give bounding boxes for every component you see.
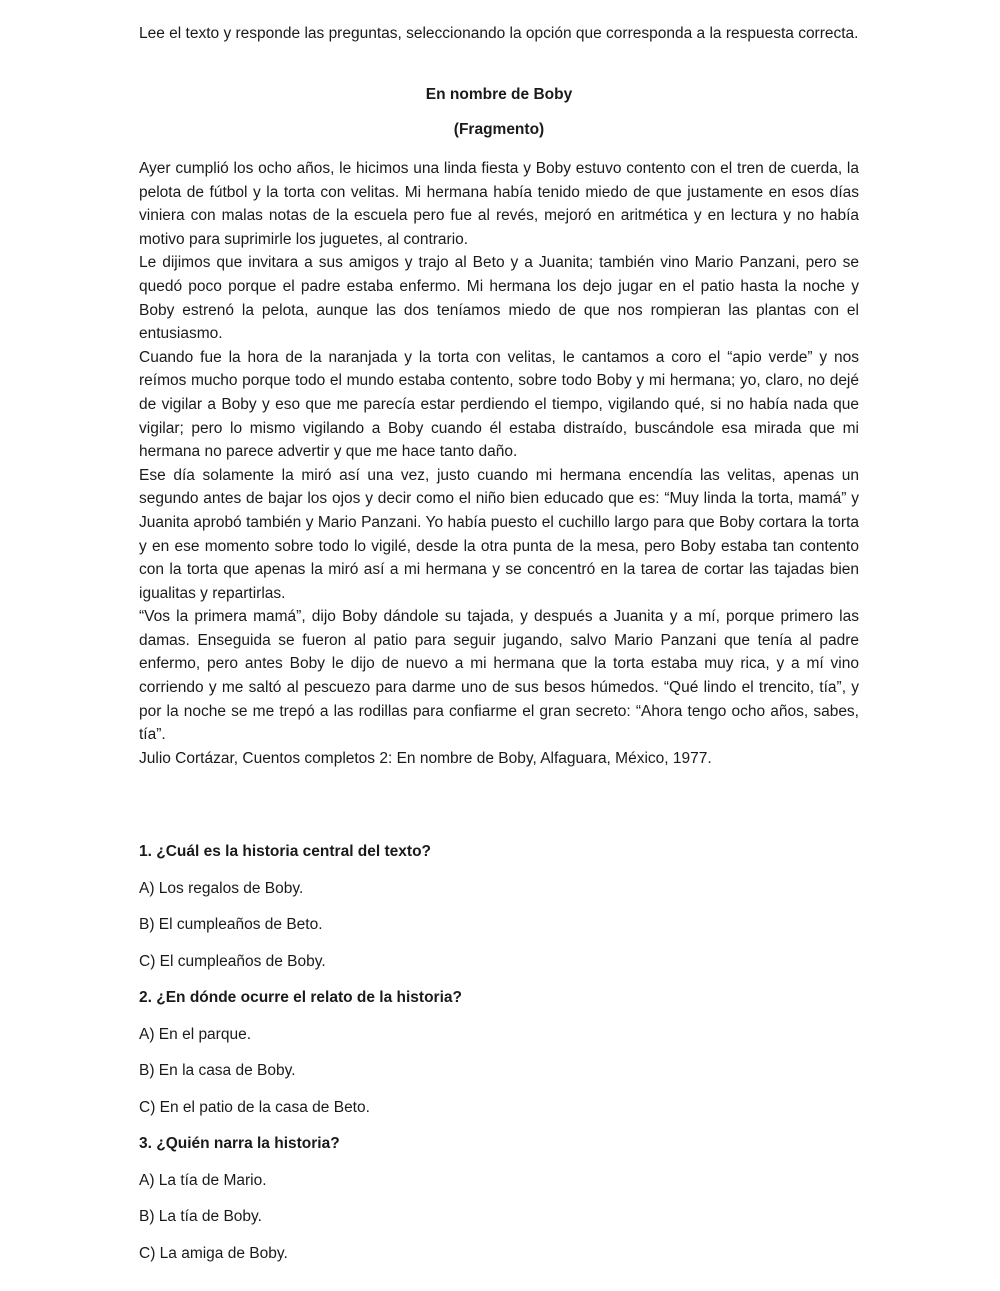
answer-option[interactable]: B) La tía de Boby. — [139, 1208, 262, 1225]
story-paragraph: Ayer cumplió los ocho años, le hicimos una linda fiesta y Boby estuvo contento con el tren de cuerda, la pelota de fútbol y la torta con velitas. Mi hermana había tenido miedo de que justamente en esos días viniera con malas notas de la escuela pero fue al revés, mejoró en aritmética y en lectura y no había motivo para suprimirle los juguetes, al contrario. — [139, 160, 859, 248]
answer-option[interactable]: C) El cumpleaños de Boby. — [139, 952, 326, 970]
instructions-text: Lee el texto y responde las preguntas, seleccionando la opción que corresponda a la respuesta correcta. — [139, 25, 859, 42]
answer-option[interactable]: A) En el parque. — [139, 1025, 252, 1043]
question-prompt: 2. ¿En dónde ocurre el relato de la historia? — [139, 989, 462, 1006]
answer-option[interactable]: A) Los regalos de Boby. — [139, 879, 304, 897]
story-body — [139, 157, 859, 770]
story-subtitle: (Fragmento) — [453, 121, 545, 138]
citation: Julio Cortázar, Cuentos completos 2: En nombre de Boby, Alfaguara, México, 1977. — [139, 749, 712, 767]
answer-option[interactable]: A) La tía de Mario. — [139, 1171, 267, 1189]
answer-option[interactable]: B) El cumpleaños de Beto. — [139, 916, 323, 933]
answer-option[interactable]: C) La amiga de Boby. — [139, 1244, 288, 1262]
story-title: En nombre de Boby — [425, 86, 573, 103]
story-paragraph: Ese día solamente la miró así una vez, justo cuando mi hermana encendía las velitas, apenas un segundo antes de bajar los ojos y decir como el niño bien educado que es: “Muy linda la torta, mamá” y Juanita aprobó también y Mario Panzani. Yo había puesto el cuchillo largo para que Boby cortara la torta y en ese momento sobre todo lo vigilé, desde la otra punta de la mesa, pero Boby estaba tan contento con la torta que apenas la miró así a mi hermana y se concentró en la tarea de cortar las tajadas bien igualitas y repartirlas. — [139, 466, 859, 602]
worksheet-page — [139, 22, 859, 1262]
answer-option[interactable]: C) En el patio de la casa de Beto. — [139, 1098, 370, 1116]
story-paragraph: Cuando fue la hora de la naranjada y la torta con velitas, le cantamos a coro el “apio verde” y nos reímos mucho porque todo el mundo estaba contento, sobre todo Boby y mi hermana; yo, claro, no dejé de vigilar a Boby y eso que me parecía estar perdiendo el tiempo, vigilando qué, si no había nada que vigilar; pero lo mismo vigilando a Boby cuando él estaba distraído, buscándole esa mirada que mi hermana no parece advertir y que me hace tanto daño. — [139, 348, 859, 461]
question-prompt: 1. ¿Cuál es la historia central del texto? — [139, 843, 432, 860]
question-block — [139, 840, 859, 973]
question-block — [139, 986, 859, 1119]
story-paragraph: “Vos la primera mamá”, dijo Boby dándole su tajada, y después a Juanita y a mí, porque primero las damas. Enseguida se fueron al patio para seguir jugando, salvo Mario Panzani que tenía al padre enfermo, pero antes Boby le dijo de nuevo a mi hermana que la torta estaba muy rica, y a mí vino corriendo y me saltó al pescuezo para darme uno de sus besos húmedos. “Qué lindo el trencito, tía”, y por la noche se me trepó a las rodillas para confiarme el gran secreto: “Ahora tengo ocho años, sabes, tía”. — [139, 608, 859, 744]
questions-section — [139, 840, 859, 1278]
question-block — [139, 1132, 859, 1265]
story-paragraph: Le dijimos que invitara a sus amigos y trajo al Beto y a Juanita; también vino Mario Panzani, pero se quedó poco porque el padre estaba enfermo. Mi hermana los dejo jugar en el patio hasta la noche y Boby estrenó la pelota, aunque las dos teníamos miedo de que nos rompieran las plantas con el entusiasmo. — [139, 254, 859, 343]
answer-option[interactable]: B) En la casa de Boby. — [139, 1062, 296, 1079]
question-prompt: 3. ¿Quién narra la historia? — [139, 1135, 340, 1152]
